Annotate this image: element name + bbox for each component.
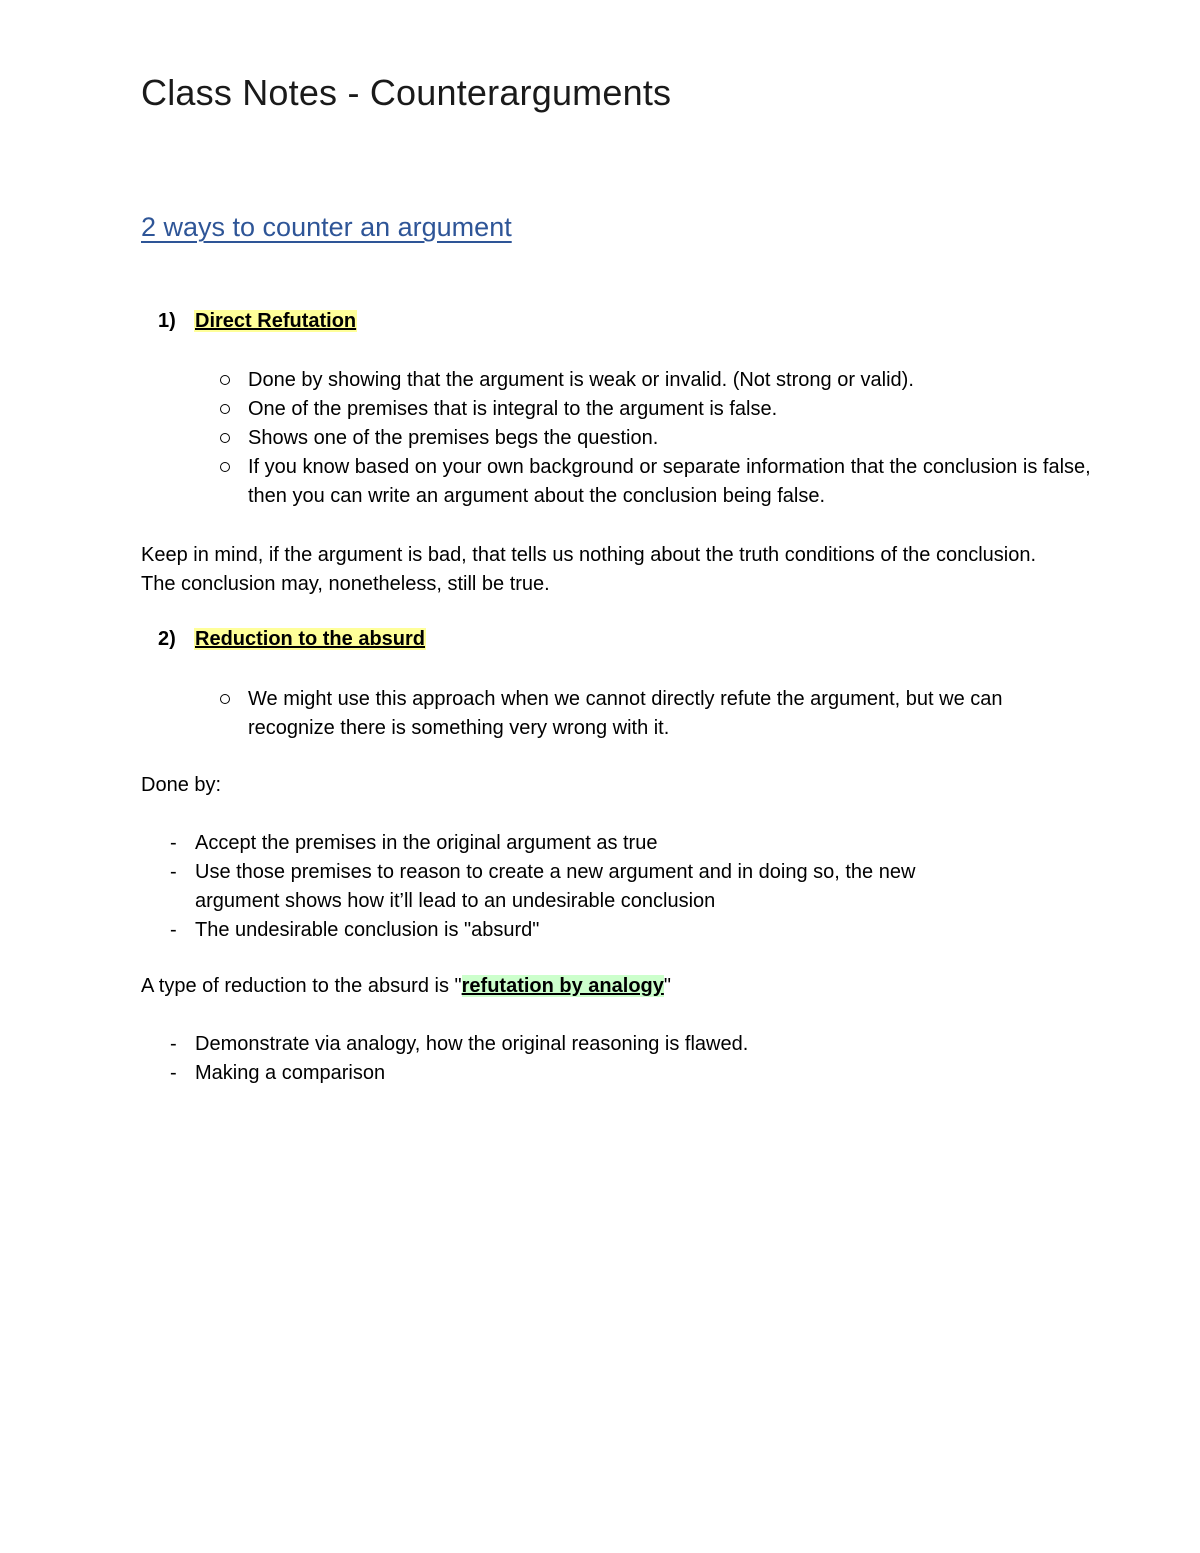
analogy-list	[170, 1030, 1015, 1088]
list-item: Shows one of the premises begs the question.	[218, 424, 1108, 453]
page-title: Class Notes - Counterarguments	[141, 72, 672, 113]
item-number: 2)	[158, 628, 176, 650]
circle-bullet-icon	[220, 694, 230, 704]
list-item: - Accept the premises in the original argument as true	[170, 829, 1015, 858]
dash-bullet: -	[170, 1062, 177, 1084]
keep-in-mind-paragraph: Keep in mind, if the argument is bad, that tells us nothing about the truth conditions of the conclusion. The conclusion may, nonetheless, still be true.	[141, 544, 1036, 595]
direct-refutation-bullets	[218, 366, 1108, 511]
list-item: - The undesirable conclusion is "absurd"	[170, 916, 1015, 945]
circle-bullet-icon	[220, 404, 230, 414]
dash-bullet: -	[170, 861, 177, 883]
list-item: - Demonstrate via analogy, how the original reasoning is flawed.	[170, 1030, 1015, 1059]
highlighted-label: Reduction to the absurd	[195, 628, 425, 650]
type-of-reduction-line: A type of reduction to the absurd is "refutation by analogy"	[141, 975, 671, 997]
done-by-label: Done by:	[141, 774, 222, 796]
reduction-bullets	[218, 685, 1068, 743]
highlighted-term: refutation by analogy	[461, 975, 664, 997]
numbered-item-direct-refutation	[158, 310, 357, 333]
highlighted-label: Direct Refutation	[195, 310, 357, 332]
list-item: - Making a comparison	[170, 1059, 1015, 1088]
list-item: - Use those premises to reason to create a new argument and in doing so, the new argument shows how it’ll lead to an undesirable conclusion	[170, 858, 985, 916]
list-item: One of the premises that is integral to the argument is false.	[218, 395, 1108, 424]
list-item: Done by showing that the argument is weak or invalid. (Not strong or valid).	[218, 366, 1108, 395]
item-number: 1)	[158, 310, 176, 332]
list-item: If you know based on your own background or separate information that the conclusion is false, then you can write an argument about the conclusion being false.	[218, 453, 1108, 511]
dash-bullet: -	[170, 832, 177, 854]
section-heading: 2 ways to counter an argument	[141, 212, 512, 242]
circle-bullet-icon	[220, 462, 230, 472]
list-item: We might use this approach when we cannot directly refute the argument, but we can recognize there is something very wrong with it.	[218, 685, 1068, 743]
numbered-item-reduction-to-absurd	[158, 628, 426, 651]
circle-bullet-icon	[220, 433, 230, 443]
done-by-list	[170, 829, 1015, 945]
dash-bullet: -	[170, 919, 177, 941]
dash-bullet: -	[170, 1033, 177, 1055]
circle-bullet-icon	[220, 375, 230, 385]
